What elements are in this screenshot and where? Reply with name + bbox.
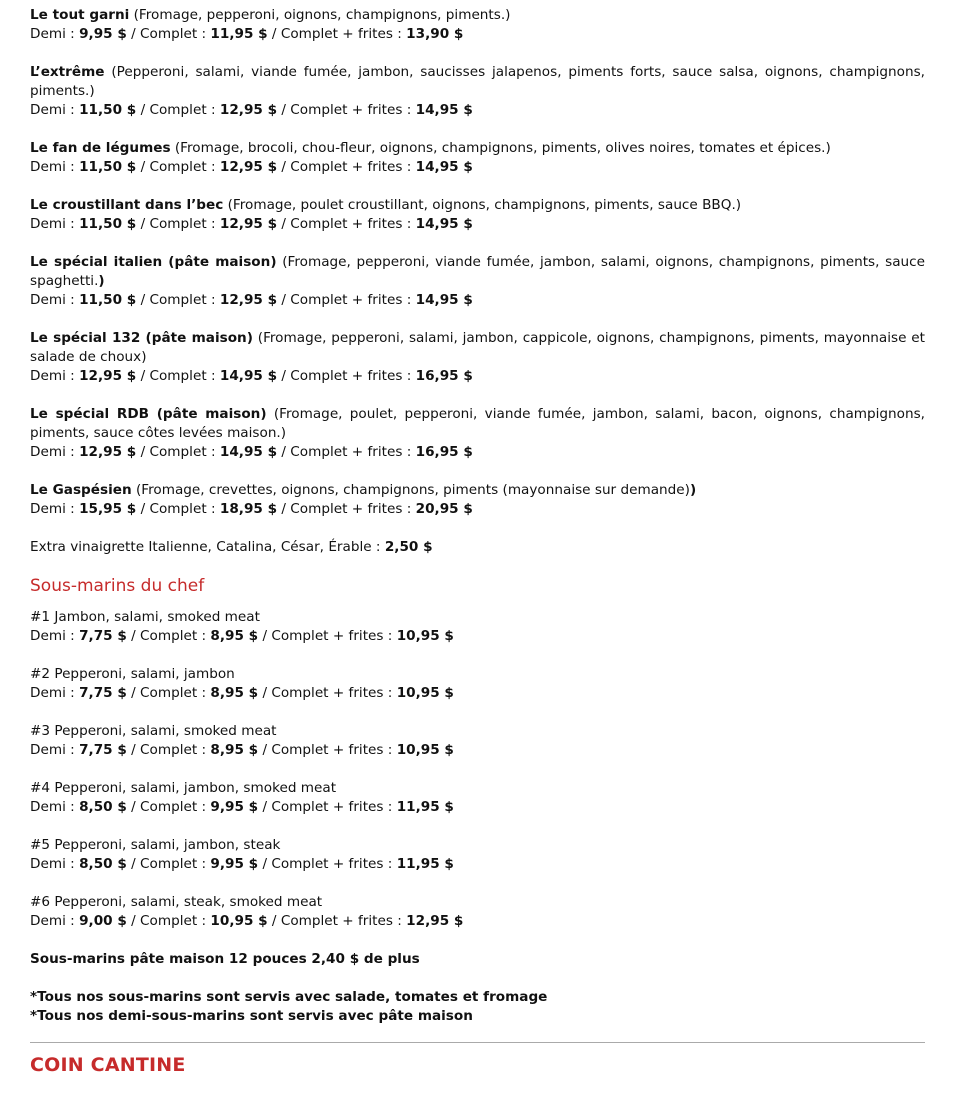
pizza-name: Le spécial 132 (pâte maison) — [30, 330, 253, 346]
price-demi: 8,50 $ — [79, 856, 127, 872]
price-frites: 11,95 $ — [396, 799, 454, 815]
sous-marin-name: #3 Pepperoni, salami, smoked meat — [30, 723, 277, 739]
price-label-frites: / Complet + frites : — [267, 26, 407, 42]
pizza-item — [30, 63, 925, 120]
price-label-frites: / Complet + frites : — [277, 501, 416, 517]
pizza-ingredients: (Fromage, pepperoni, viande fumée, jambon, salami, oignons, champignons, piments, sauce spaghetti. — [30, 254, 925, 289]
price-complet: 18,95 $ — [219, 501, 278, 517]
pizza-ingredients: (Fromage, pepperoni, salami, jambon, cappicole, oignons, champignons, piments, mayonnaise et salade de choux) — [30, 330, 925, 365]
price-complet: 12,95 $ — [219, 159, 278, 175]
extra-vinaigrette-price: 2,50 $ — [384, 539, 433, 555]
price-label-complet: / Complet : — [126, 799, 211, 815]
pizza-ingredients: (Fromage, brocoli, chou-fleur, oignons, champignons, piments, olives noires, tomates et épices.) — [170, 140, 831, 156]
price-label-complet: / Complet : — [126, 685, 211, 701]
price-label-frites: / Complet + frites : — [267, 913, 407, 929]
price-complet: 14,95 $ — [219, 368, 278, 384]
sous-marins-list — [30, 608, 925, 931]
pizza-item — [30, 329, 925, 386]
pizza-ingredients-tail: ) — [98, 273, 105, 289]
price-demi: 7,75 $ — [79, 742, 127, 758]
price-line — [30, 912, 925, 931]
price-label-frites: / Complet + frites : — [277, 102, 416, 118]
sous-marin-item — [30, 779, 925, 817]
pizza-name: L’extrême — [30, 64, 105, 80]
extra-vinaigrette-label: Extra vinaigrette Italienne, Catalina, César, Érable : — [30, 539, 385, 555]
price-frites: 14,95 $ — [415, 102, 473, 118]
price-label-frites: / Complet + frites : — [258, 742, 397, 758]
sous-marin-item — [30, 836, 925, 874]
pizza-name: Le spécial RDB (pâte maison) — [30, 406, 267, 422]
pizza-name: Le fan de légumes — [30, 140, 171, 156]
price-label-complet: / Complet : — [136, 159, 220, 175]
section-divider — [30, 1042, 925, 1043]
price-frites: 14,95 $ — [415, 216, 473, 232]
price-demi: 15,95 $ — [79, 501, 137, 517]
sous-marins-title: Sous-marins du chef — [30, 576, 205, 596]
pizza-description — [30, 329, 925, 367]
pizza-name: Le croustillant dans l’bec — [30, 197, 224, 213]
coin-cantine-title: COIN CANTINE — [30, 1054, 186, 1076]
price-line — [30, 798, 925, 817]
sous-marin-item — [30, 665, 925, 703]
pizza-description — [30, 253, 925, 291]
price-demi: 9,95 $ — [79, 26, 127, 42]
pizza-item — [30, 405, 925, 462]
price-label-complet: / Complet : — [136, 501, 220, 517]
price-line — [30, 367, 925, 386]
pizza-item — [30, 139, 925, 177]
sous-marins-notes — [30, 988, 925, 1026]
pizza-ingredients: (Fromage, poulet, pepperoni, viande fumée, jambon, salami, bacon, oignons, champignons, piments, sauce côtes levées maison.) — [30, 406, 926, 441]
price-demi: 11,50 $ — [79, 292, 137, 308]
pizza-ingredients: (Fromage, poulet croustillant, oignons, champignons, piments, sauce BBQ.) — [223, 197, 742, 213]
price-complet: 12,95 $ — [219, 216, 278, 232]
price-line — [30, 627, 925, 646]
price-label-demi: Demi : — [30, 742, 80, 758]
price-label-demi: Demi : — [30, 102, 80, 118]
price-label-demi: Demi : — [30, 216, 80, 232]
price-label-complet: / Complet : — [126, 26, 211, 42]
price-complet: 8,95 $ — [210, 628, 259, 644]
price-label-demi: Demi : — [30, 368, 80, 384]
price-frites: 13,90 $ — [406, 26, 464, 42]
price-label-demi: Demi : — [30, 685, 80, 701]
sous-marin-name: #2 Pepperoni, salami, jambon — [30, 666, 235, 682]
price-complet: 9,95 $ — [210, 856, 259, 872]
price-line — [30, 443, 925, 462]
price-frites: 12,95 $ — [406, 913, 464, 929]
price-demi: 11,50 $ — [79, 216, 137, 232]
pizza-item — [30, 196, 925, 234]
sous-marin-name: #4 Pepperoni, salami, jambon, smoked meat — [30, 780, 337, 796]
price-demi: 11,50 $ — [79, 159, 137, 175]
price-line — [30, 158, 925, 177]
price-demi: 9,00 $ — [79, 913, 127, 929]
price-frites: 16,95 $ — [415, 444, 473, 460]
price-label-frites: / Complet + frites : — [277, 444, 416, 460]
pizza-description — [30, 405, 925, 443]
price-demi: 12,95 $ — [79, 368, 137, 384]
sous-marin-item — [30, 608, 925, 646]
extra-vinaigrette — [30, 538, 925, 557]
price-complet: 8,95 $ — [210, 685, 259, 701]
price-demi: 12,95 $ — [79, 444, 137, 460]
price-label-complet: / Complet : — [136, 292, 220, 308]
sous-marin-item — [30, 893, 925, 931]
price-line — [30, 684, 925, 703]
price-label-frites: / Complet + frites : — [258, 856, 397, 872]
price-label-complet: / Complet : — [136, 102, 220, 118]
price-frites: 20,95 $ — [415, 501, 473, 517]
price-label-frites: / Complet + frites : — [258, 799, 397, 815]
price-label-frites: / Complet + frites : — [277, 216, 416, 232]
price-demi: 7,75 $ — [79, 628, 127, 644]
price-complet: 14,95 $ — [219, 444, 278, 460]
price-line — [30, 291, 925, 310]
price-label-demi: Demi : — [30, 856, 80, 872]
price-line — [30, 855, 925, 874]
price-complet: 12,95 $ — [219, 292, 278, 308]
price-demi: 7,75 $ — [79, 685, 127, 701]
price-label-demi: Demi : — [30, 292, 80, 308]
price-complet: 11,95 $ — [210, 26, 268, 42]
pizza-ingredients: (Fromage, pepperoni, oignons, champignons, piments.) — [129, 7, 511, 23]
price-demi: 8,50 $ — [79, 799, 127, 815]
price-label-demi: Demi : — [30, 628, 80, 644]
price-complet: 9,95 $ — [210, 799, 259, 815]
price-label-demi: Demi : — [30, 799, 80, 815]
pizza-item — [30, 481, 925, 519]
price-frites: 14,95 $ — [415, 159, 473, 175]
price-complet: 10,95 $ — [210, 913, 268, 929]
price-label-complet: / Complet : — [136, 216, 220, 232]
price-line — [30, 25, 925, 44]
price-demi: 11,50 $ — [79, 102, 137, 118]
pizza-name: Le tout garni — [30, 7, 130, 23]
price-label-complet: / Complet : — [126, 742, 211, 758]
sous-marin-name: #5 Pepperoni, salami, jambon, steak — [30, 837, 281, 853]
pizza-name: Le spécial italien (pâte maison) — [30, 254, 277, 270]
price-label-complet: / Complet : — [136, 444, 220, 460]
price-label-complet: / Complet : — [126, 856, 211, 872]
price-frites: 11,95 $ — [396, 856, 454, 872]
sous-marin-item — [30, 722, 925, 760]
price-frites: 14,95 $ — [415, 292, 473, 308]
price-label-demi: Demi : — [30, 159, 80, 175]
price-label-frites: / Complet + frites : — [277, 159, 416, 175]
price-label-complet: / Complet : — [126, 913, 211, 929]
pizza-ingredients-tail: ) — [689, 482, 697, 498]
price-frites: 10,95 $ — [396, 685, 454, 701]
price-label-complet: / Complet : — [126, 628, 211, 644]
sous-marin-name: #6 Pepperoni, salami, steak, smoked meat — [30, 894, 323, 910]
price-label-complet: / Complet : — [136, 368, 220, 384]
price-label-demi: Demi : — [30, 26, 80, 42]
pizza-description — [30, 196, 925, 215]
pizza-ingredients: (Fromage, crevettes, oignons, champignons, piments (mayonnaise sur demande) — [131, 482, 690, 498]
pizza-item — [30, 6, 925, 44]
note-pate-maison: *Tous nos demi-sous-marins sont servis avec pâte maison — [30, 1008, 473, 1024]
pizza-description — [30, 6, 925, 25]
price-label-frites: / Complet + frites : — [277, 292, 416, 308]
pate-maison-note: Sous-marins pâte maison 12 pouces 2,40 $ de plus — [30, 951, 420, 967]
pizza-description — [30, 481, 925, 500]
price-line — [30, 500, 925, 519]
price-label-frites: / Complet + frites : — [258, 628, 397, 644]
price-line — [30, 215, 925, 234]
price-label-frites: / Complet + frites : — [258, 685, 397, 701]
pizza-item — [30, 253, 925, 310]
pizza-ingredients: (Pepperoni, salami, viande fumée, jambon, saucisses jalapenos, piments forts, sauce salsa, oignons, champignons, piments.) — [30, 64, 925, 99]
price-complet: 8,95 $ — [210, 742, 259, 758]
pizza-description — [30, 63, 925, 101]
price-label-demi: Demi : — [30, 444, 80, 460]
price-line — [30, 101, 925, 120]
pizza-description — [30, 139, 925, 158]
pizza-name: Le Gaspésien — [30, 482, 132, 498]
price-label-demi: Demi : — [30, 913, 80, 929]
price-line — [30, 741, 925, 760]
price-complet: 12,95 $ — [219, 102, 278, 118]
price-label-frites: / Complet + frites : — [277, 368, 416, 384]
price-frites: 10,95 $ — [396, 742, 454, 758]
sous-marin-name: #1 Jambon, salami, smoked meat — [30, 609, 260, 625]
pizza-list — [30, 6, 925, 519]
price-frites: 10,95 $ — [396, 628, 454, 644]
price-label-demi: Demi : — [30, 501, 80, 517]
price-frites: 16,95 $ — [415, 368, 473, 384]
note-salade: *Tous nos sous-marins sont servis avec salade, tomates et fromage — [30, 989, 548, 1005]
